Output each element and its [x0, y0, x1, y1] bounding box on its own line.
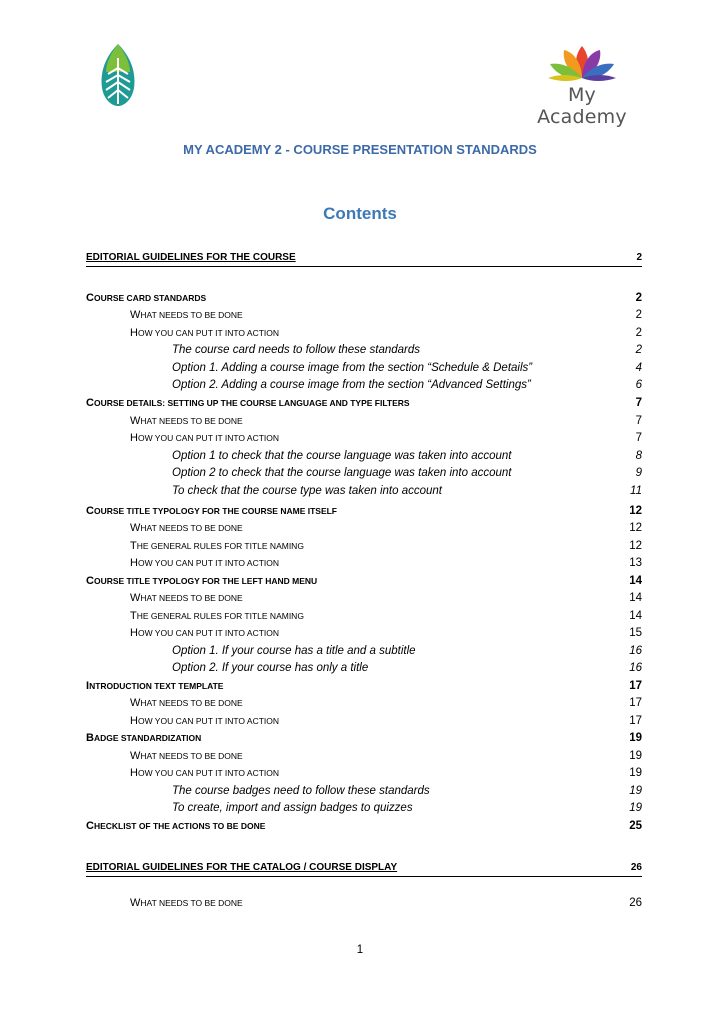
leaf-tree-logo-icon — [100, 44, 136, 106]
toc-entry[interactable] — [130, 325, 642, 341]
toc-entry-page: 19 — [629, 802, 642, 814]
toc-entry-title: Option 1. If your course has a title and a subtitle — [172, 645, 416, 657]
toc-entry-title: WHAT NEEDS TO BE DONE — [130, 415, 243, 427]
toc-entry-page: 2 — [635, 292, 642, 304]
toc-entry-page: 17 — [629, 697, 642, 709]
toc-entry-page: 7 — [635, 397, 642, 409]
toc-entry[interactable] — [172, 342, 642, 358]
toc-entry[interactable] — [130, 695, 642, 711]
toc-entry[interactable] — [86, 573, 642, 589]
toc-entry-title: The course badges need to follow these standards — [172, 785, 430, 797]
toc-entry[interactable] — [86, 503, 642, 519]
toc-entry[interactable] — [130, 713, 642, 729]
toc-entry[interactable] — [172, 360, 642, 376]
contents-heading: Contents — [323, 204, 397, 223]
toc-entry-title: HOW YOU CAN PUT IT INTO ACTION — [130, 327, 280, 339]
brand-name: My Academy — [537, 84, 627, 128]
toc-entry-title: The course card needs to follow these standards — [172, 344, 421, 356]
toc-entry-title: Option 2. Adding a course image from the section “Advanced Settings” — [172, 379, 531, 391]
toc-entry-title: Option 1. Adding a course image from the section “Schedule & Details” — [172, 362, 533, 374]
toc-entry-title: WHAT NEEDS TO BE DONE — [130, 697, 243, 709]
toc-entry-page: 14 — [629, 610, 642, 622]
toc-entry[interactable] — [172, 377, 642, 393]
toc-entry[interactable] — [172, 465, 642, 481]
toc-entry-page: 14 — [629, 592, 642, 604]
toc-entry[interactable] — [130, 748, 642, 764]
toc-entry-page: 19 — [629, 785, 642, 797]
toc-entry[interactable] — [86, 730, 642, 746]
toc-entry[interactable] — [130, 765, 642, 781]
toc-entry-title: THE GENERAL RULES FOR TITLE NAMING — [130, 610, 304, 622]
toc-entry-page: 12 — [629, 505, 642, 517]
toc-entry-page: 25 — [629, 820, 642, 832]
toc-entry-title: CHECKLIST OF THE ACTIONS TO BE DONE — [86, 820, 266, 832]
toc-entry-title: To create, import and assign badges to quizzes — [172, 802, 413, 814]
toc-entry-title: HOW YOU CAN PUT IT INTO ACTION — [130, 557, 280, 569]
toc-entry[interactable] — [130, 307, 642, 323]
toc-entry[interactable] — [86, 860, 642, 877]
toc-entry-title: THE GENERAL RULES FOR TITLE NAMING — [130, 540, 304, 552]
toc-entry-page: 19 — [629, 750, 642, 762]
toc-entry[interactable] — [130, 895, 642, 911]
toc-entry[interactable] — [130, 590, 642, 606]
toc-entry[interactable] — [130, 430, 642, 446]
toc-entry[interactable] — [130, 520, 642, 536]
toc-entry[interactable] — [130, 538, 642, 554]
toc-entry-page: 13 — [629, 557, 642, 569]
toc-entry-title: WHAT NEEDS TO BE DONE — [130, 522, 243, 534]
toc-entry[interactable] — [172, 800, 642, 816]
toc-entry[interactable] — [86, 395, 642, 411]
toc-entry-title: Option 2. If your course has only a title — [172, 662, 369, 674]
toc-entry-page: 7 — [635, 415, 642, 427]
toc-entry[interactable] — [172, 783, 642, 799]
toc-entry[interactable] — [86, 250, 642, 267]
toc-entry-title: COURSE DETAILS: SETTING UP THE COURSE LANGUAGE AND TYPE FILTERS — [86, 397, 410, 409]
toc-entry[interactable] — [86, 290, 642, 306]
toc-entry-page: 2 — [635, 344, 642, 356]
toc-entry-page: 17 — [629, 715, 642, 727]
page-number: 1 — [356, 944, 364, 956]
toc-entry-title: WHAT NEEDS TO BE DONE — [130, 309, 243, 321]
toc-entry-title: HOW YOU CAN PUT IT INTO ACTION — [130, 715, 280, 727]
toc-entry-page: 11 — [630, 485, 642, 497]
toc-entry[interactable] — [130, 608, 642, 624]
toc-entry-page: 9 — [635, 467, 642, 479]
toc-entry-title: BADGE STANDARDIZATION — [86, 732, 202, 744]
toc-entry-page: 17 — [629, 680, 642, 692]
toc-entry-title: HOW YOU CAN PUT IT INTO ACTION — [130, 767, 280, 779]
toc-entry-page: 12 — [629, 522, 642, 534]
toc-entry-title: COURSE CARD STANDARDS — [86, 292, 207, 304]
toc-entry[interactable] — [130, 413, 642, 429]
toc-entry[interactable] — [130, 625, 642, 641]
toc-entry[interactable] — [86, 678, 642, 694]
toc-entry[interactable] — [172, 483, 642, 499]
toc-entry-title: To check that the course type was taken into account — [172, 485, 442, 497]
toc-entry-page: 8 — [635, 450, 642, 462]
toc-entry-title: INTRODUCTION TEXT TEMPLATE — [86, 680, 224, 692]
toc-entry[interactable] — [86, 818, 642, 834]
toc-entry-page: 19 — [629, 767, 642, 779]
toc-entry-page: 4 — [635, 362, 642, 374]
my-academy-logo — [524, 44, 640, 128]
toc-entry-page: 2 — [636, 252, 642, 263]
toc-entry[interactable] — [172, 643, 642, 659]
toc-entry-page: 15 — [629, 627, 642, 639]
toc-entry-title: EDITORIAL GUIDELINES FOR THE COURSE — [86, 252, 296, 263]
toc-entry-title: WHAT NEEDS TO BE DONE — [130, 897, 243, 909]
toc-entry-page: 6 — [635, 379, 642, 391]
toc-entry-title: COURSE TITLE TYPOLOGY FOR THE LEFT HAND MENU — [86, 575, 318, 587]
toc-entry[interactable] — [130, 555, 642, 571]
toc-entry-page: 19 — [629, 732, 642, 744]
toc-entry-page: 2 — [635, 327, 642, 339]
toc-entry-title: Option 2 to check that the course language was taken into account — [172, 467, 512, 479]
toc-entry-page: 12 — [629, 540, 642, 552]
toc-entry-title: Option 1 to check that the course language was taken into account — [172, 450, 512, 462]
toc-entry-title: HOW YOU CAN PUT IT INTO ACTION — [130, 432, 280, 444]
toc-entry-title: WHAT NEEDS TO BE DONE — [130, 592, 243, 604]
toc-entry-title: HOW YOU CAN PUT IT INTO ACTION — [130, 627, 280, 639]
toc-entry[interactable] — [172, 448, 642, 464]
toc-entry-title: EDITORIAL GUIDELINES FOR THE CATALOG / COURSE DISPLAY — [86, 862, 398, 873]
toc-entry-title: WHAT NEEDS TO BE DONE — [130, 750, 243, 762]
toc-entry-page: 16 — [629, 662, 642, 674]
toc-entry-page: 2 — [635, 309, 642, 321]
toc-entry-page: 7 — [635, 432, 642, 444]
document-title: MY ACADEMY 2 - COURSE PRESENTATION STANDARDS — [183, 142, 537, 157]
toc-entry-page: 16 — [629, 645, 642, 657]
toc-entry-page: 26 — [630, 862, 642, 873]
toc-entry-title: COURSE TITLE TYPOLOGY FOR THE COURSE NAME ITSELF — [86, 505, 338, 517]
toc-entry-page: 26 — [629, 897, 642, 909]
toc-entry-page: 14 — [629, 575, 642, 587]
toc-entry[interactable] — [172, 660, 642, 676]
lotus-flower-logo-icon — [524, 44, 640, 84]
